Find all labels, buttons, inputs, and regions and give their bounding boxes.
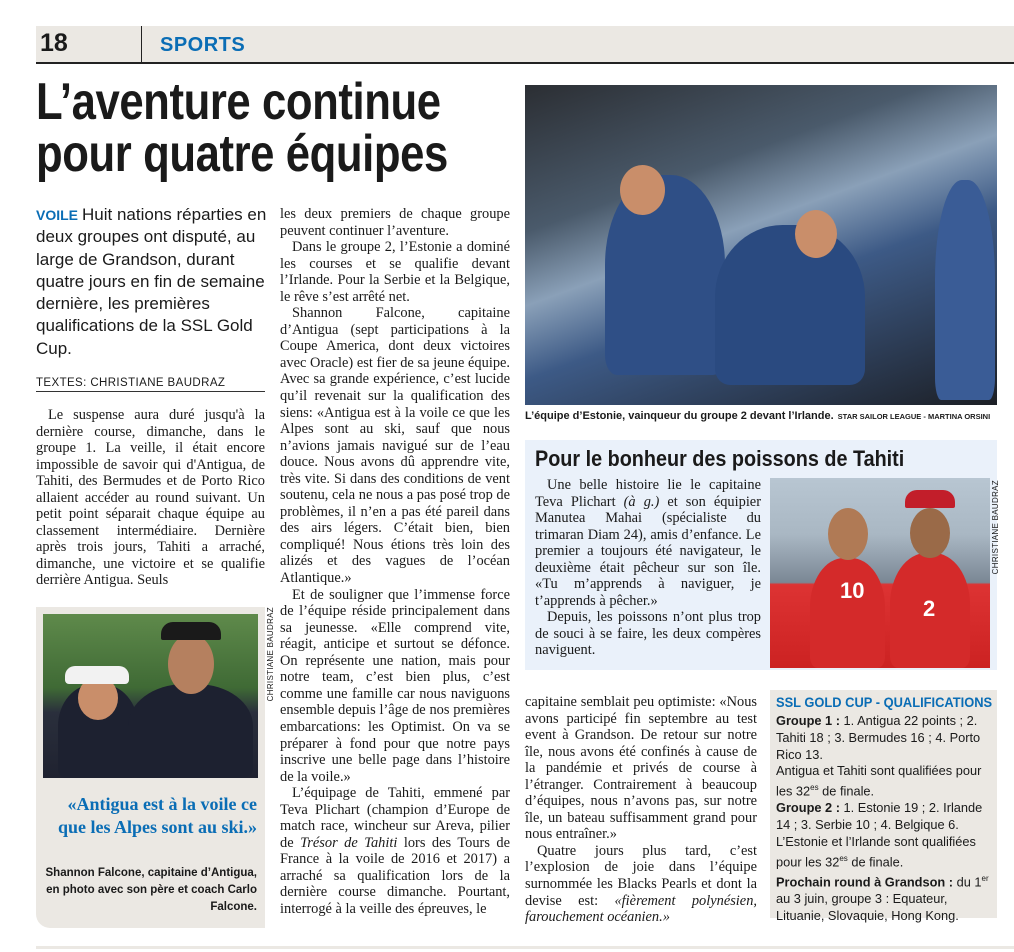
black-cap	[161, 622, 221, 640]
photo-quote-box	[36, 607, 265, 928]
paragraph: les deux premiers de chaque groupe peuvent continuer l’aventure.	[280, 206, 510, 239]
sidebar-text	[535, 477, 761, 659]
label: Groupe 2 :	[776, 800, 840, 816]
text: du 1	[953, 873, 982, 889]
paragraph: capitaine semblait peu optimiste: «Nous avons participé fin septembre au test event à Grandson. De retour sur notre île, nous avons été confinés à cause de la pandémie et privés de course à l’étranger. Contrairement à beaucoup d’équipes, nous n’avons pas, sur notre île, un bateau suffisamment grand pour nous entraîner.»	[525, 694, 757, 843]
sidebar-title: Pour le bonheur des poissons de Tahiti	[535, 446, 905, 471]
article-column-3	[525, 694, 757, 926]
text: L’Estonie et l’Irlande sont qualifiées pour les 32	[776, 833, 976, 869]
caption-text: L’équipe d’Estonie, vainqueur du groupe 2 devant l’Irlande.	[525, 410, 834, 422]
text: Une belle histoire lie le capitaine Teva Plichart	[535, 477, 761, 510]
paragraph: Depuis, les poissons n’ont plus trop de souci à se faire, les deux compères naviguent.	[535, 609, 761, 659]
estonia-team-photo	[525, 85, 997, 405]
label: Prochain round à Grandson :	[776, 873, 954, 889]
photo-credit: CHRISTIANE BAUDRAZ	[991, 480, 1000, 575]
photo-credit: STAR SAILOR LEAGUE - MARTINA ORSINI	[837, 412, 991, 421]
results-title: SSL GOLD CUP - QUALIFICATIONS	[776, 694, 993, 710]
falcone-photo	[43, 614, 258, 778]
tahiti-sailors-photo	[770, 478, 990, 668]
sailor-face	[795, 210, 837, 258]
group-1-results	[776, 713, 996, 763]
bottom-rule	[36, 946, 1014, 949]
lead-text: Huit nations réparties en deux groupes ont disputé, au large de Grandson, durant quatre jours en fin de semaine dernière, les premières qualifications de la SSL Gold Cup.	[36, 205, 267, 358]
italic-text: «fièrement polynésien, farouchement océanien.»	[525, 892, 757, 926]
paragraph: Shannon Falcone, capitaine d’Antigua (sept participations à la Coupe America, dont deux victoires avec Oracle) est fier de sa jeune équipe. Avec sa grande expérience, c’est lucide qu’il revenait sur la qualification des siens: «Antigua est à la voile ce que les Alpes sont au ski, sauf que nous n’avions jamais navigué sur de l’eau douce. Nous avons dû apprendre vite, très vite. Si dans des conditions de vent soutenu, cela ne nous a pas posé trop de problèmes, il n’en a pas été pareil dans des airs légers. C’était bien, bien compliqué! Nous étions très loin des alizés et des vagues de l’océan Atlantique.»	[280, 305, 510, 587]
results-box	[770, 690, 997, 923]
sailor-figure	[935, 180, 995, 400]
group-1-note	[776, 763, 996, 800]
paragraph: Dans le groupe 2, l’Estonie a dominé les courses et se qualifie devant l’Irlande. Pour la Serbie et la Belgique, le rêve s’est arrêté net.	[280, 239, 510, 305]
paragraph: Et de souligner que l’immense force de l’équipe réside principalement dans sa jeunesse. «Elle comprend vite, réagit, anticipe et surtout se défonce. On représente une nation, mais pour notre team, c’est bien plus, c’est comme une famille car nous naviguons ensemble depuis l’âge de nos premières embarcations: les Optimist. On va se préparer à fond pour que notre pays inscrive une belle page dans l’histoire de la voile.»	[280, 586, 510, 785]
person-figure	[128, 684, 253, 778]
text: 1. Antigua 22 points ; 2. Tahiti 18 ; 3. Bermudes 16 ; 4. Porto Rico 13.	[776, 713, 981, 762]
headline-line: pour quatre équipes	[36, 125, 448, 183]
person-face	[168, 634, 214, 694]
page-number: 18	[40, 29, 68, 57]
jersey-number: 10	[840, 578, 865, 603]
sailor-figure	[715, 225, 865, 385]
italic-text: Trésor de Tahiti	[300, 834, 398, 851]
section-label: SPORTS	[160, 34, 246, 56]
sup: er	[981, 873, 989, 883]
sailor-face	[828, 508, 868, 560]
sailor-figure	[810, 558, 885, 668]
sup: es	[810, 783, 819, 793]
sup: es	[839, 853, 848, 863]
group-2-note	[776, 834, 996, 871]
results-text	[776, 713, 996, 924]
sailor-face	[910, 508, 950, 558]
pull-quote: «Antigua est à la voile ce que les Alpes sont au ski.»	[57, 794, 257, 837]
tahiti-sidebar	[525, 440, 1000, 670]
label: Groupe 1 :	[776, 713, 840, 728]
text: de finale.	[818, 783, 875, 799]
article-column-1	[36, 407, 265, 589]
text: 1. Estonie 19 ; 2. Irlande 14 ; 3. Serbie 10 ; 4. Belgique 6.	[776, 800, 983, 833]
article-column-2	[280, 206, 510, 918]
jersey-number: 2	[923, 596, 936, 621]
white-hat	[65, 666, 129, 684]
headline-line: L’aventure continue	[36, 73, 441, 131]
photo-caption: Shannon Falcone, capitaine d’Antigua, en photo avec son père et coach Carlo Falcone.	[45, 867, 257, 913]
red-cap	[905, 490, 955, 508]
text: Quatre jours plus tard, c’est l’explosion de joie dans l’équipe surnommée les Blacks Pearls et dont la devise est:	[525, 842, 757, 909]
headline	[36, 73, 506, 183]
lead-paragraph	[36, 204, 276, 360]
page-header	[36, 26, 1014, 64]
group-2-results	[776, 800, 996, 834]
text: lors des Tours de France à la voile de 2016 et 2017) a arraché sa qualification lors de la dernière course dimanche. Pourtant, interrogé à la veille des épreuves, le	[280, 834, 511, 917]
main-photo-caption	[525, 410, 1005, 422]
photo-credit: CHRISTIANE BAUDRAZ	[266, 607, 275, 702]
text: de finale.	[847, 853, 904, 869]
italic-text: (à g.)	[623, 493, 660, 510]
text: au 3 juin, groupe 3 : Equateur, Lituanie, Slovaquie, Hong Kong.	[776, 890, 959, 923]
text: Antigua et Tahiti sont qualifiées pour les 32	[776, 763, 982, 799]
byline: TEXTES: CHRISTIANE BAUDRAZ	[36, 377, 265, 392]
text: et son équipier Manutea Mahai (spécialiste du trimaran Diam 24), amis d’enfance. Le premier a toujours été navigateur, le deuxième était pêcheur sur son île. «Tu m’apprends à naviguer, je t’apprends à pêcher.»	[535, 493, 761, 609]
paragraph	[525, 843, 757, 926]
paragraph	[280, 785, 510, 917]
kicker: VOILE	[36, 207, 79, 223]
text: L’équipage de Tahiti, emmené par Teva Plichart (champion d’Europe de match race, wincheur sur Areva, pilier de	[280, 785, 510, 851]
sailor-face	[620, 165, 665, 215]
next-round	[776, 871, 996, 925]
paragraph: Le suspense aura duré jusqu'à la dernière course, dimanche, dans le groupe 1. La veille, il était encore impossible de savoir qui d'Antigua, de Tahiti, des Bermudes et de Porto Rico allaient accéder au round suivant. Un petit point séparait chaque équipe au classement intermédiaire. Dernière après trois jours, Tahiti a arraché, dimanche, une victoire et se qualifie derrière Antigua. Seuls	[36, 407, 265, 589]
paragraph	[535, 477, 761, 609]
sailor-figure	[605, 175, 725, 375]
header-divider	[141, 26, 142, 64]
